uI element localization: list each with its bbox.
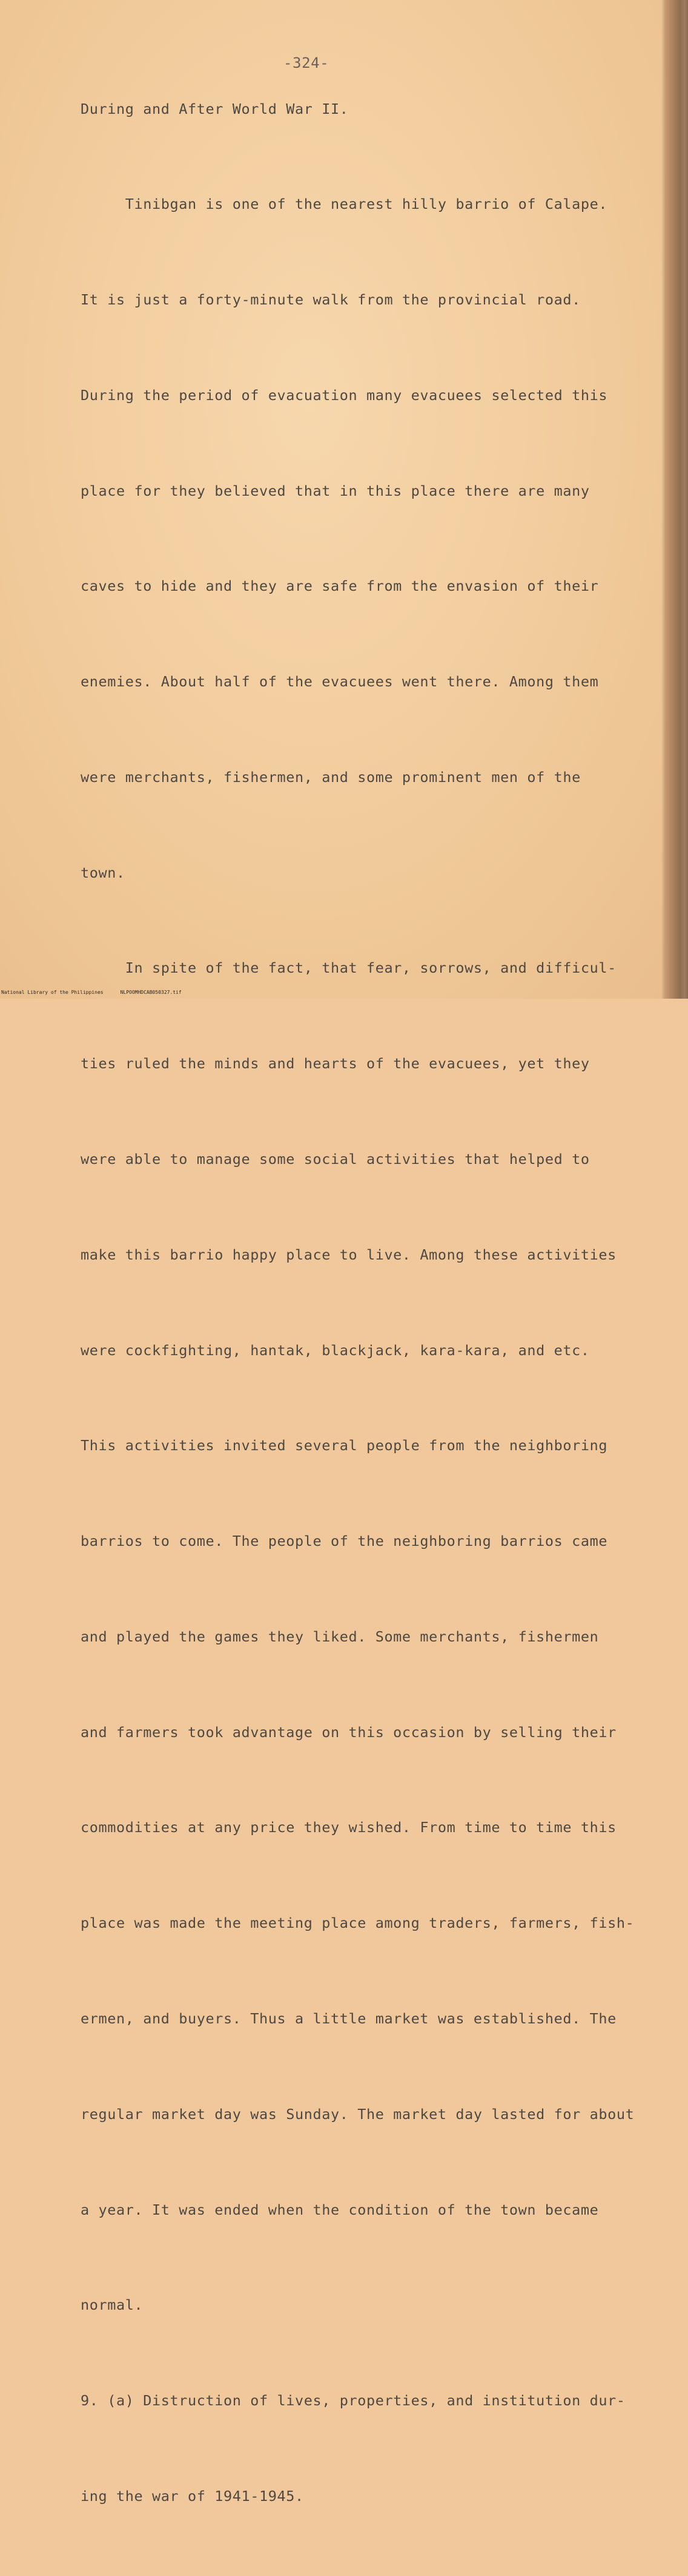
text-line: regular market day was Sunday. The market day lasted for about — [81, 2105, 635, 2123]
footer-filename: NLPOOMHDCAB050327.tif — [120, 990, 182, 995]
body-text — [81, 125, 634, 2576]
text-line: ing the war of 1941-1945. — [81, 2487, 304, 2505]
text-line: It is just a forty-minute walk from the provincial road. — [81, 291, 581, 308]
text-line: normal. — [81, 2296, 144, 2314]
text-line: place for they believed that in this place there are many — [81, 482, 590, 499]
text-line: This activities invited several people from the neighboring — [81, 1437, 608, 1454]
text-line: 9. (a) Distruction of lives, properties, and institution dur- — [81, 2392, 626, 2410]
text-line: were cockfighting, hantak, blackjack, kara-kara, and etc. — [81, 1341, 590, 1359]
text-line: During the period of evacuation many evacuees selected this — [81, 386, 608, 404]
book-binding — [665, 0, 688, 999]
text-line: were merchants, fishermen, and some prominent men of the — [81, 768, 581, 786]
text-line: ermen, and buyers. Thus a little market was established. The — [81, 2010, 617, 2028]
page-number: -324- — [283, 54, 329, 71]
text-line: In spite of the fact, that fear, sorrows, and difficul- — [81, 959, 617, 977]
text-line: ties ruled the minds and hearts of the evacuees, yet they — [81, 1055, 590, 1073]
text-line: caves to hide and they are safe from the envasion of their — [81, 577, 599, 595]
scan-footer — [1, 989, 199, 996]
text-line: make this barrio happy place to live. Among these activities — [81, 1246, 617, 1263]
text-line: were able to manage some social activities that helped to — [81, 1151, 590, 1168]
section-heading: During and After World War II. — [81, 100, 349, 117]
text-line: and farmers took advantage on this occasion by selling their — [81, 1723, 617, 1741]
text-line: place was made the meeting place among traders, farmers, fish- — [81, 1914, 635, 1932]
text-line: enemies. About half of the evacuees went there. Among them — [81, 673, 599, 691]
text-line: a year. It was ended when the condition of the town became — [81, 2201, 599, 2218]
text-line: barrios to come. The people of the neighboring barrios came — [81, 1533, 608, 1550]
text-line: Tinibgan is one of the nearest hilly barrio of Calape. — [81, 196, 608, 213]
footer-library: National Library of the Philippines — [1, 990, 104, 995]
text-line: town. — [81, 864, 125, 881]
text-line: and played the games they liked. Some merchants, fishermen — [81, 1628, 599, 1645]
text-line: commodities at any price they wished. From time to time this — [81, 1819, 617, 1836]
